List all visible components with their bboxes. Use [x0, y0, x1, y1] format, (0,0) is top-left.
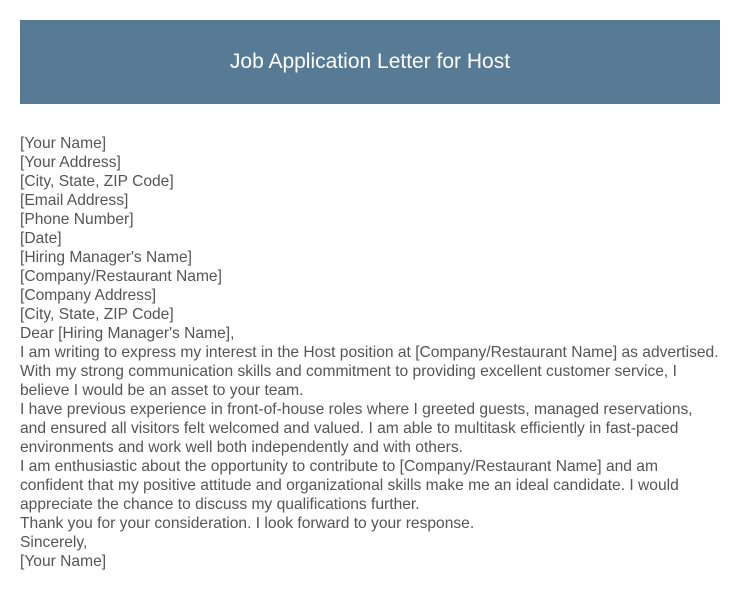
recipient-name: [Hiring Manager's Name] — [20, 249, 192, 266]
signature: [Your Name] — [20, 553, 107, 570]
sender-city-state-zip: [City, State, ZIP Code] — [20, 173, 174, 190]
paragraph-thanks: Thank you for your consideration. I look forward to your response. — [20, 515, 475, 532]
recipient-city-state-zip: [City, State, ZIP Code] — [20, 306, 174, 323]
paragraph-intro: I am writing to express my interest in the Host position at [Company/Restaurant Name] as advertised. With my strong communication skills and commitment to providing excellent customer service, I believe I would be an asset to your team. — [20, 344, 719, 399]
page-title: Job Application Letter for Host — [229, 50, 511, 73]
sender-name: [Your Name] — [20, 135, 107, 152]
closing: Sincerely, — [20, 534, 88, 551]
letter-body — [20, 134, 722, 571]
recipient-address: [Company Address] — [20, 287, 157, 304]
paragraph-experience: I have previous experience in front-of-house roles where I greeted guests, managed reservations, and ensured all visitors felt welcomed and valued. I am able to multitask efficiently in fast-paced environments and work well both independently and with others. — [20, 401, 693, 456]
sender-phone: [Phone Number] — [20, 211, 134, 228]
salutation: Dear [Hiring Manager's Name], — [20, 325, 235, 342]
sender-email: [Email Address] — [20, 192, 129, 209]
letter-date: [Date] — [20, 230, 62, 247]
title-banner — [20, 20, 720, 104]
paragraph-enthusiasm: I am enthusiastic about the opportunity to contribute to [Company/Restaurant Name] and am confident that my positive attitude and organizational skills make me an ideal candidate. I would appreciate the chance to discuss my qualifications further. — [20, 458, 679, 513]
recipient-company: [Company/Restaurant Name] — [20, 268, 222, 285]
sender-address: [Your Address] — [20, 154, 121, 171]
